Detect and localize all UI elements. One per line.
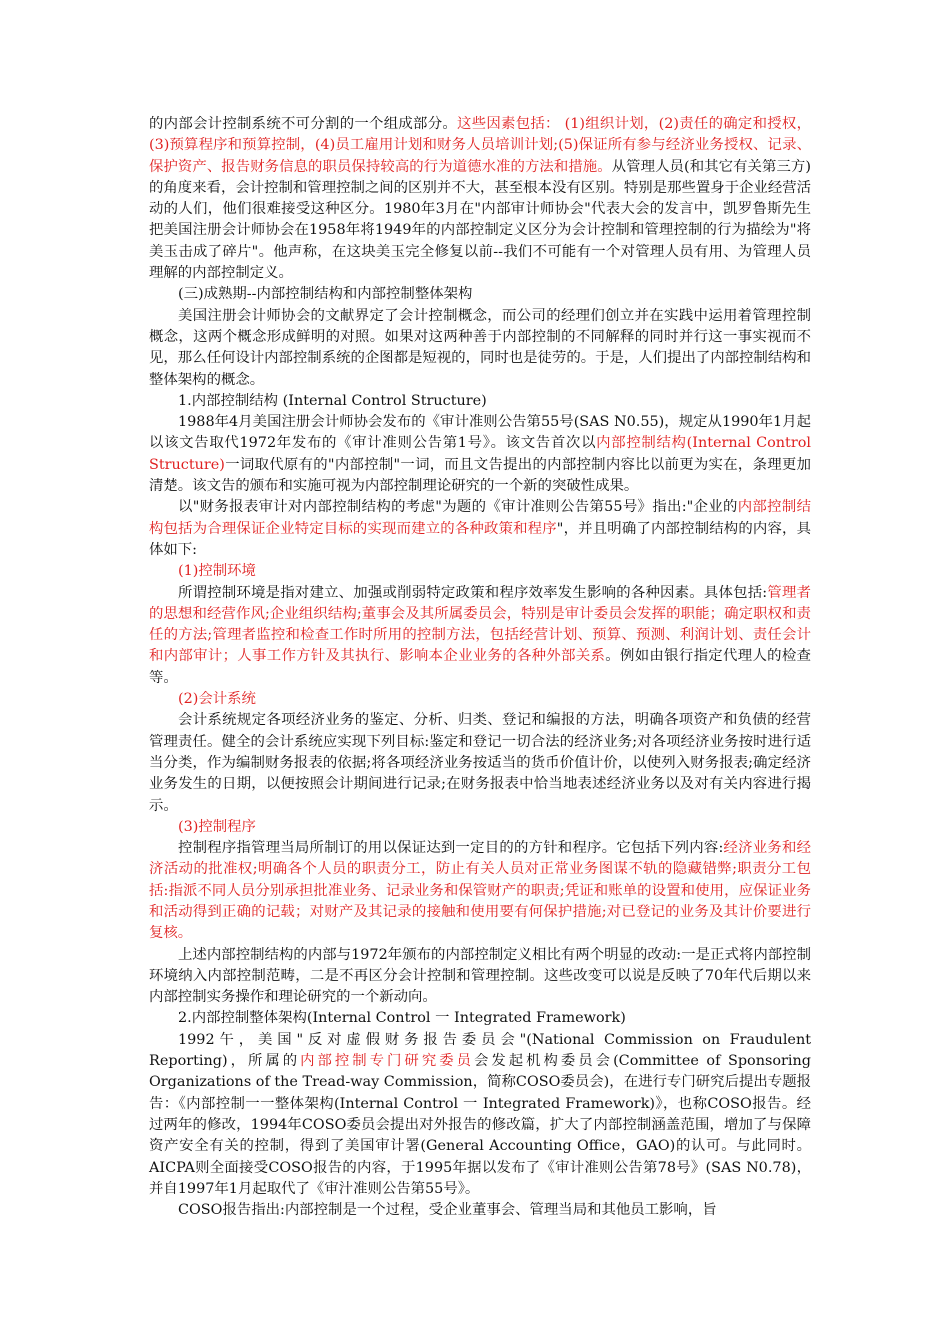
highlighted-text-run: 内部控制结构(Internal Control Structure) <box>149 435 811 473</box>
text-run: 。例如由银行指定代理人的检查等。 <box>149 648 811 686</box>
paragraph-coso-definition <box>149 1200 811 1221</box>
highlighted-text-run: 内部控制结构包括为合理保证企业特定目标的实现而建立的各种政策和程序 <box>149 499 811 537</box>
paragraph-coso-report <box>149 1030 811 1200</box>
text-run: 从管理人员(和其它有关第三方)的角度来看，会计控制和管理控制之间的区别并不大，甚至根本没有区别。特别是那些置身于企业经营活动的人们，他们很难接受这种区分。1980年3月在"内部审计师协会"代表大会的发言中，凯罗鲁斯先生把美国注册会计师协会在1958年将1949年的内部控制定义区分为会计控制和管理控制的行为描绘为"将美玉击成了碎片"。他声称，在这块美玉完全修复以前--我们不可能有一个对管理人员有用、为管理人员理解的内部控制定义。 <box>149 158 811 282</box>
text-run: 一词取代原有的"内部控制"一词，而且文告提出的内部控制内容比以前更为实在，条理更加清楚。该文告的颁布和实施可视为内部控制理论研究的一个新的突破性成果。 <box>149 456 811 495</box>
highlighted-text-run: 这些因素包括： (1)组织计划，(2)责任的确定和授权，(3)预算程序和预算控制，(4)员工雇用计划和财务人员培训计划;(5)保证所有参与经济业务授权、记录、保护资产、报告财务信息的职员保持较高的行为道德水准的方法和措施。 <box>149 116 811 175</box>
text-run: 控制程序指管理当局所制订的用以保证达到一定目的的方针和程序。它包括下列内容: <box>178 840 724 857</box>
paragraph-sas55-definition <box>149 497 811 561</box>
highlighted-text-run: 管理者的思想和经营作风;企业组织结构;董事会及其所属委员会，特别是审计委员会发挥的职能；确定职权和责任的方法;管理者监控和检查工作时所用的控制方法，包括经营计划、预算、预测、利润计划、责任会计和内部审计；人事工作方针及其执行、影响本企业业务的各种外部关系 <box>149 584 811 665</box>
paragraph-control-environment <box>149 583 811 689</box>
highlighted-text-run: (2)会计系统 <box>178 691 256 708</box>
highlighted-text-run: (1)控制环境 <box>178 563 256 580</box>
text-run: 所谓控制环境是指对建立、加强或削弱特定政策和程序效率发生影响的各种因素。具体包括: <box>178 584 768 601</box>
paragraph-internal-accounting-control <box>149 114 811 284</box>
item-heading-accounting-system <box>149 689 811 710</box>
text-run: (三)成熟期--内部控制结构和内部控制整体架构 <box>178 286 473 303</box>
text-run: 的内部会计控制系统不可分割的一个组成部分。 <box>149 116 458 132</box>
paragraph-sas55-issued <box>149 412 811 497</box>
section-heading-maturity-period <box>149 284 811 305</box>
subheading-integrated-framework <box>149 1008 811 1029</box>
text-run: COSO报告指出:内部控制是一个过程，受企业董事会、管理当局和其他员工影响，旨 <box>178 1202 717 1219</box>
paragraph-accounting-system <box>149 710 811 816</box>
highlighted-text-run: 经济业务和经济活动的批准权;明确各个人员的职责分工，防止有关人员对正常业务图谋不轨的隐藏错弊;职责分工包括:指派不同人员分别承担批准业务、记录业务和保管财产的职责;凭证和账单的设置和使用，应保证业务和活动得到正确的记载；对财产及其记录的接触和使用要有何保护措施;对已登记的业务及其计价要进行复核。 <box>149 840 811 942</box>
text-run: 1.内部控制结构 (Internal Control Structure) <box>178 392 487 409</box>
text-run: 上述内部控制结构的内部与1972年颁布的内部控制定义相比有两个明显的改动:一是正式将内部控制环境纳入内部控制范畴，二是不再区分会计控制和管理控制。这些改变可以说是反映了70年代后期以来内部控制实务操作和理论研究的一个新动向。 <box>149 946 811 1006</box>
document-body <box>149 114 811 1221</box>
subheading-internal-control-structure <box>149 391 811 412</box>
text-run: 1988年4月美国注册会计师协会发布的《审计准则公告第55号(SAS N0.55)，规定从1990年1月起以该文告取代1972年发布的《审计准则公告第1号》。该文告首次以 <box>149 414 811 452</box>
paragraph-control-procedures <box>149 838 811 944</box>
highlighted-text-run: 内部控制专门研究委员 <box>300 1053 474 1070</box>
text-run: 以"财务报表审计对内部控制结构的考虑"为题的《审计准则公告第55号》指出:"企业的 <box>178 499 738 516</box>
text-run: 会发起机构委员会(Committee of Sponsoring Organizations of the Tread-way Commission，简称COSO委员会)，在进行专门研究后提出专题报告：《内部控制一一整体架构(Internal Control 一 Integrated Framework)》，也称COSO报告。经过两年的修改，1994年COSO委员会提出对外报告的修改篇，扩大了内部控制涵盖范围，增加了与保障资产安全有关的控制，得到了美国审计署(General Accounting Office，GAO)的认可。与此同时。AICPA则全面接受COSO报告的内容，于1995年据以发布了《审计准则公告第78号》(SAS N0.78)，并自1997年1月起取代了《审汁准则公告第55号》。 <box>149 1053 811 1197</box>
highlighted-text-run: (3)控制程序 <box>178 818 256 835</box>
text-run: "，并且明确了内部控制结构的内容，具体如下: <box>149 520 811 558</box>
paragraph-structure-changes <box>149 945 811 1009</box>
text-run: 美国注册会计师协会的文献界定了会计控制概念，而公司的经理们创立并在实践中运用着管理控制概念，这两个概念形成鲜明的对照。如果对这两种善于内部控制的不同解释的同时并行这一事实视而不见，那么任何设计内部控制系统的企图都是短视的，同时也是徒劳的。于是，人们提出了内部控制结构和整体架构的概念。 <box>149 307 811 388</box>
item-heading-control-environment <box>149 561 811 582</box>
text-run: 1992午，美国"反对虚假财务报告委员会"(National Commission on Fraudulent Reporting)，所属的 <box>149 1031 811 1070</box>
item-heading-control-procedures <box>149 817 811 838</box>
text-run: 2.内部控制整体架构(Internal Control 一 Integrated Framework) <box>178 1010 626 1027</box>
text-run: 会计系统规定各项经济业务的鉴定、分析、归类、登记和编报的方法，明确各项资产和负债的经营管理责任。健全的会计系统应实现下列目标:鉴定和登记一切合法的经济业务;对各项经济业务按时进行适当分类，作为编制财务报表的依据;将各项经济业务按适当的货币价值计价，以使列入财务报表;确定经济业务发生的日期，以便按照会计期间进行记录;在财务报表中恰当地表述经济业务以及对有关内容进行揭示。 <box>149 712 811 814</box>
paragraph-control-concepts <box>149 306 811 391</box>
